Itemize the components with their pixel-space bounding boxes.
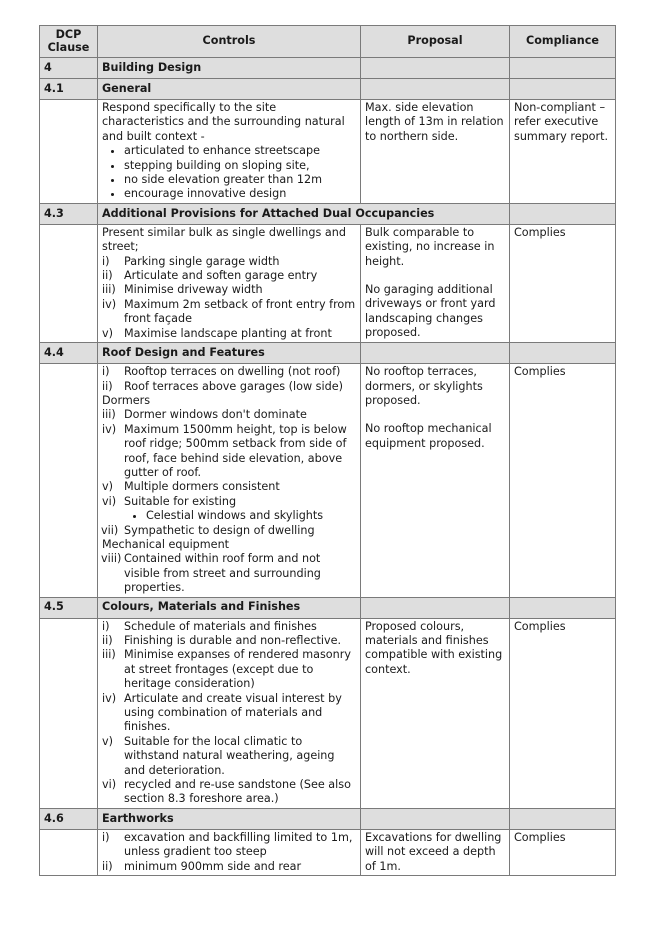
controls-intro: Respond specifically to the site characteristics and the surrounding natural and built context - — [102, 101, 345, 143]
item-text: Finishing is durable and non-reflective. — [124, 634, 342, 647]
controls-list — [102, 524, 356, 538]
list-item — [102, 831, 356, 860]
subheading: Dormers — [102, 393, 151, 407]
subheading: Mechanical equipment — [102, 537, 230, 551]
item-numeral: iv) — [102, 691, 117, 705]
clause-number: 4.1 — [40, 79, 98, 100]
list-item: • Celestial windows and skylights — [146, 509, 356, 523]
item-text: Parking single garage width — [124, 254, 280, 268]
item-text: Multiple dormers consistent — [124, 480, 280, 494]
list-item: • encourage innovative design — [124, 187, 356, 201]
item-numeral: vii) — [101, 523, 119, 537]
list-item: • no side elevation greater than 12m — [124, 173, 356, 187]
item-numeral: v) — [102, 734, 113, 748]
dcp-compliance-table — [39, 25, 616, 876]
clause-number: 4.6 — [40, 808, 98, 829]
clause-number: 4.5 — [40, 597, 98, 618]
list-item — [102, 634, 356, 648]
header-proposal: Proposal — [361, 26, 510, 58]
controls-cell — [98, 100, 361, 204]
proposal-text: No rooftop terraces, dormers, or skylights proposed. — [365, 365, 483, 407]
item-text: Roof terraces above garages (low side) — [124, 379, 343, 393]
content-row-4-3 — [40, 224, 616, 342]
section-title: General — [98, 79, 361, 100]
item-numeral: iv) — [102, 297, 117, 311]
item-text: Articulate and soften garage entry — [124, 269, 318, 283]
item-numeral: i) — [102, 830, 110, 844]
item-text: Maximum 1500mm height, top is below roof ridge; 500mm setback from side of roof, face behind side elevation, above gutter of roof. — [124, 422, 347, 479]
item-numeral: v) — [102, 326, 113, 340]
section-title: Roof Design and Features — [98, 343, 361, 364]
item-text: minimum 900mm side and rear — [124, 859, 302, 873]
list-item: • articulated to enhance streetscape — [124, 144, 356, 158]
controls-list — [102, 552, 356, 595]
section-title: Colours, Materials and Finishes — [98, 597, 361, 618]
item-text: Contained within roof form and not visible from street and surrounding properties. — [124, 552, 321, 595]
item-text: recycled and re-use sandstone (See also section 8.3 foreshore area.) — [124, 778, 351, 806]
item-text: Rooftop terraces on dwelling (not roof) — [124, 365, 341, 379]
item-text: Sympathetic to design of dwelling — [124, 523, 315, 537]
proposal-cell — [361, 224, 510, 342]
proposal-text: No rooftop mechanical equipment proposed. — [365, 422, 492, 450]
content-row-4-1 — [40, 100, 616, 204]
item-text: Schedule of materials and finishes — [124, 619, 317, 633]
item-numeral: v) — [102, 480, 113, 494]
controls-list — [102, 365, 356, 394]
item-numeral: i) — [102, 365, 110, 379]
controls-intro: Present similar bulk as single dwellings and street; — [102, 225, 346, 254]
list-item — [102, 860, 356, 874]
item-text: Minimise expanses of rendered masonry at street frontages (except due to heritage consideration) — [124, 648, 351, 691]
list-item — [102, 365, 356, 379]
proposal-cell: Excavations for dwelling will not exceed a depth of 1m. — [361, 829, 510, 875]
compliance-cell: Complies — [510, 829, 616, 875]
proposal-cell: Max. side elevation length of 13m in relation to northern side. — [361, 100, 510, 204]
list-item — [102, 620, 356, 634]
item-text: Minimise driveway width — [124, 283, 263, 297]
item-numeral: vi) — [102, 778, 117, 792]
controls-list — [102, 255, 356, 341]
header-row — [40, 26, 616, 58]
header-controls: Controls — [98, 26, 361, 58]
clause-number: 4.4 — [40, 343, 98, 364]
list-item — [102, 778, 356, 807]
compliance-cell: Complies — [510, 618, 616, 808]
item-numeral: iv) — [102, 422, 117, 436]
item-text: Maximum 2m setback of front entry from front façade — [124, 297, 356, 326]
content-row-4-4 — [40, 364, 616, 598]
controls-cell — [98, 224, 361, 342]
list-item — [102, 735, 356, 778]
list-item — [102, 423, 356, 481]
list-item — [102, 480, 356, 494]
compliance-cell: Complies — [510, 364, 616, 598]
item-numeral: iii) — [102, 283, 116, 297]
controls-bullets — [102, 144, 356, 202]
item-numeral: ii) — [102, 269, 113, 283]
list-item — [102, 524, 356, 538]
section-row-4-5 — [40, 597, 616, 618]
controls-cell — [98, 364, 361, 598]
section-row-4-6 — [40, 808, 616, 829]
section-row-4-3 — [40, 203, 616, 224]
list-item — [102, 269, 356, 283]
section-row-4-4 — [40, 343, 616, 364]
item-numeral: viii) — [101, 552, 122, 566]
proposal-cell: Proposed colours, materials and finishes compatible with existing context. — [361, 618, 510, 808]
list-item — [102, 255, 356, 269]
list-item — [102, 692, 356, 735]
list-item — [102, 327, 356, 341]
header-clause: DCP Clause — [40, 26, 98, 58]
header-compliance: Compliance — [510, 26, 616, 58]
item-numeral: ii) — [102, 634, 113, 647]
item-numeral: ii) — [102, 379, 113, 393]
item-text: Maximise landscape planting at front — [124, 326, 332, 340]
section-title: Building Design — [98, 58, 361, 79]
list-item: • stepping building on sloping site, — [124, 159, 356, 173]
item-text: Suitable for existing — [124, 494, 237, 508]
section-row-4 — [40, 58, 616, 79]
proposal-text: No garaging additional driveways or front yard landscaping changes proposed. — [365, 283, 496, 340]
item-numeral: iii) — [102, 648, 116, 662]
controls-list — [102, 408, 356, 509]
section-row-4-1 — [40, 79, 616, 100]
sub-bullets — [102, 509, 356, 523]
controls-list — [102, 831, 356, 874]
item-numeral: vi) — [102, 494, 117, 508]
section-title: Additional Provisions for Attached Dual Occupancies — [98, 203, 510, 224]
compliance-cell: Non-compliant – refer executive summary report. — [510, 100, 616, 204]
proposal-text: Bulk comparable to existing, no increase in height. — [365, 225, 495, 268]
item-numeral: i) — [102, 254, 110, 268]
list-item — [102, 408, 356, 422]
item-numeral: i) — [102, 619, 110, 633]
item-text: Articulate and create visual interest by using combination of materials and finishes. — [124, 691, 342, 734]
content-row-4-5 — [40, 618, 616, 808]
list-item — [102, 648, 356, 691]
item-text: Dormer windows don't dominate — [124, 408, 307, 422]
item-text: excavation and backfilling limited to 1m, unless gradient too steep — [124, 830, 353, 859]
list-item — [102, 552, 356, 595]
item-text: Suitable for the local climatic to withstand natural weathering, ageing and deterioration. — [124, 734, 335, 777]
section-title: Earthworks — [98, 808, 361, 829]
list-item — [102, 495, 356, 509]
clause-number: 4 — [40, 58, 98, 79]
controls-list — [102, 620, 356, 807]
list-item — [102, 298, 356, 327]
item-numeral: iii) — [102, 408, 116, 422]
clause-number: 4.3 — [40, 203, 98, 224]
proposal-cell — [361, 364, 510, 598]
list-item — [102, 283, 356, 297]
content-row-4-6 — [40, 829, 616, 875]
controls-cell — [98, 618, 361, 808]
list-item — [102, 380, 356, 394]
compliance-cell: Complies — [510, 224, 616, 342]
item-numeral: ii) — [102, 859, 113, 873]
controls-cell — [98, 829, 361, 875]
